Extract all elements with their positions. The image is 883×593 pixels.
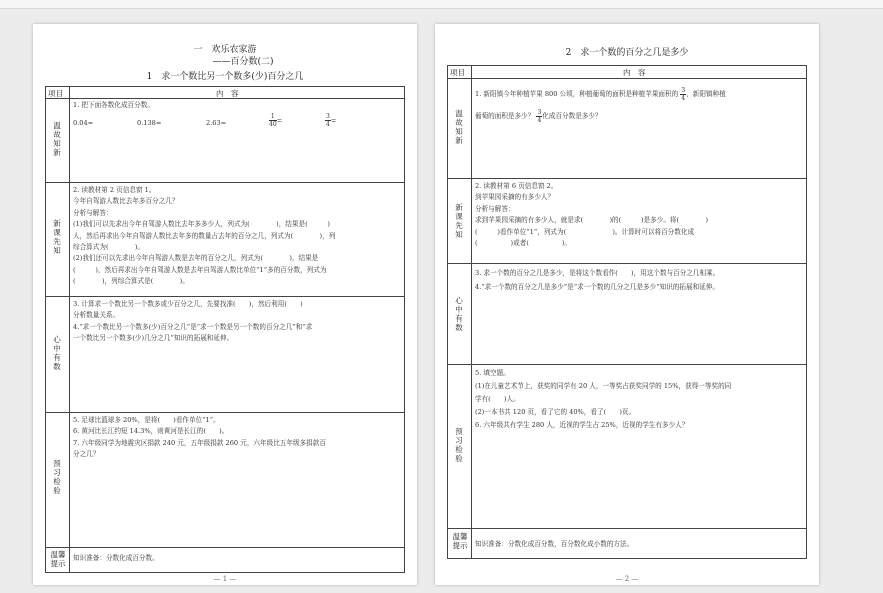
text-line: 学有( )人。 [475,395,520,403]
text-line: 知识准备：分数化成百分数。 [73,554,159,562]
fraction-denominator: 4 [681,94,686,102]
text-line: 化成百分数是多少？ [542,112,602,120]
text-line: 2. 读教材第 6 页信息窗 2。 [475,182,558,190]
preview-content [475,181,805,249]
text-line: 6. 黄河比长江约短 14.3%，则黄河是长江的( )。 [73,427,229,436]
text-line: 知识准备：分数化成百分数，百分数化成小数的方法。 [475,540,634,548]
section-label-review: 温故知新 [455,109,463,145]
exercise-item: 0.04= [73,119,94,128]
text-line: ( )，然后再求出今年自驾游人数是去年自驾游人数比单位“1”多的百分数，列式为 [73,265,327,274]
page-number: — 2 — [615,575,639,583]
text-line: 5. 填空题。 [475,369,510,377]
lesson-table [45,86,405,573]
text-line: 分析与解答： [73,208,113,217]
tip-content [73,553,403,564]
text-line: 1. 新阳镇今年种植苹果 800 公顷，种植葡萄的面积是种植苹果面积的 [475,90,679,98]
table-header [46,87,404,99]
text-line: 葡萄的面积是多少？ [475,112,535,120]
text-line: 1. 把下面各数化成百分数。 [73,101,154,109]
lesson-title: 2 求一个数的百分之几是多少 [565,48,689,58]
text-line: 到苹果园采摘的有多少人？ [475,193,555,202]
fraction-numerator: 3 [537,108,542,116]
text-line: 6. 六年级共有学生 280 人，近视的学生占 25%，近视的学生有多少人？ [475,421,689,429]
section-label-mindful: 心中有数 [455,296,463,332]
tip-content [475,539,805,550]
section-label-preview: 新课先知 [455,203,463,239]
page-number: — 1 — [213,575,237,583]
text-line: 今年自驾游人数比去年多百分之几？ [73,197,179,206]
unit-subtitle: ——百分数(二) [212,57,274,67]
text-line: (1)我们可以先求出今年自驾游人数比去年多多少人，列式为( )，结果是( ) [73,220,331,229]
fraction-item: $\frac{1}{40}$ = [269,113,283,129]
text-line: 求到苹果园采摘的有多少人，就是求( )的( )是多少。将( ) [475,216,709,225]
mindful-content [475,266,805,294]
section-label-review: 温故知新 [53,121,61,157]
text-line: (1)在儿童艺术节上，获奖的同学有 20 人，一等奖占获奖同学的 15%，获得一等奖的同 [475,382,732,390]
section-label-tip: 温馨提示 [50,550,66,568]
text-line: ( )，列综合算式是( )。 [73,277,189,286]
check-content [73,415,403,461]
text-line: 人，然后再求出今年自驾游人数比去年多的数量占去年的百分之几，列式为( )，列 [73,231,336,240]
mindful-content [73,299,403,345]
section-label-tip: 温馨提示 [452,532,468,550]
fraction-numerator: 1 [270,113,275,121]
text-line: (2)一本书共 120 页，看了它的 40%，看了( )页。 [475,408,636,416]
viewer-toolbar [0,0,883,9]
exercise-item: 0.138= [137,119,162,128]
fraction-numerator: 3 [326,113,330,121]
header-item: 项目 [450,68,465,77]
text-line: ，新阳镇种植 [686,90,726,98]
text-line: 分析数量关系。 [73,311,120,320]
text-line: 2. 读教材第 2 页信息窗 1。 [73,186,156,194]
header-item: 项目 [48,89,63,98]
header-content: 内 容 [623,68,646,77]
text-line: 综合算式为( )。 [73,243,145,252]
text-line: 分析与解答： [475,204,515,213]
document-page-2 [435,24,819,585]
text-line: 7. 六年级同学为地震灾区捐款 240 元，五年级捐款 260 元，六年级比五年级多捐款百 [73,438,326,447]
text-line: 4.“求一个数的百分之几是多少”是“求一个数的几分之几是多少”知识的拓展和延伸。 [475,283,719,291]
exercise-item: 2.63= [206,119,227,128]
fraction-item: $\frac{3}{4}$ = [326,113,337,129]
review-content [475,83,805,127]
fraction-numerator: 3 [681,86,686,94]
section-label-preview: 新课先知 [53,219,61,255]
text-line: 3. 计算求一个数比另一个数多或少百分之几，先要找准( )，然后利用( ) [73,300,303,308]
header-content: 内 容 [216,89,239,98]
text-line: ( )或者( )。 [475,239,572,248]
text-line: ( )看作单位“1”，列式为( )。计算时可以将百分数化成 [475,227,695,236]
unit-title: 一 欢乐农家游 [193,45,257,55]
text-line: 5. 足球比篮球多 20%，是将( )看作单位“1”。 [73,416,220,424]
section-label-mindful: 心中有数 [53,335,61,371]
lesson-table [447,65,807,559]
document-page-1 [33,24,417,585]
review-content [73,100,401,135]
fraction-denominator: 4 [537,116,542,124]
check-content [475,367,805,432]
section-label-check: 预习检验 [455,427,463,463]
table-header [448,66,806,79]
text-line: 3. 求一个数的百分之几是多少，是将这个数看作( )，用这个数与百分之几相乘。 [475,269,720,277]
preview-content [73,185,403,288]
fraction-denominator: 40 [269,121,277,129]
text-line: 分之几？ [73,450,100,459]
text-line: 4.“求一个数比另一个数多(少)百分之几”是“求一个数是另一个数的百分之几”和“求 [73,322,313,331]
section-label-check: 预习检验 [53,459,61,495]
fraction-denominator: 4 [326,121,330,129]
text-line: 一个数比另一个数多(少)几分之几”知识的拓展和延伸。 [73,334,234,343]
lesson-title: 1 求一个数比另一个数多(少)百分之几 [146,72,304,82]
text-line: (2)我们还可以先求出今年自驾游人数是去年的百分之几，列式为( )，结果是 [73,254,319,263]
